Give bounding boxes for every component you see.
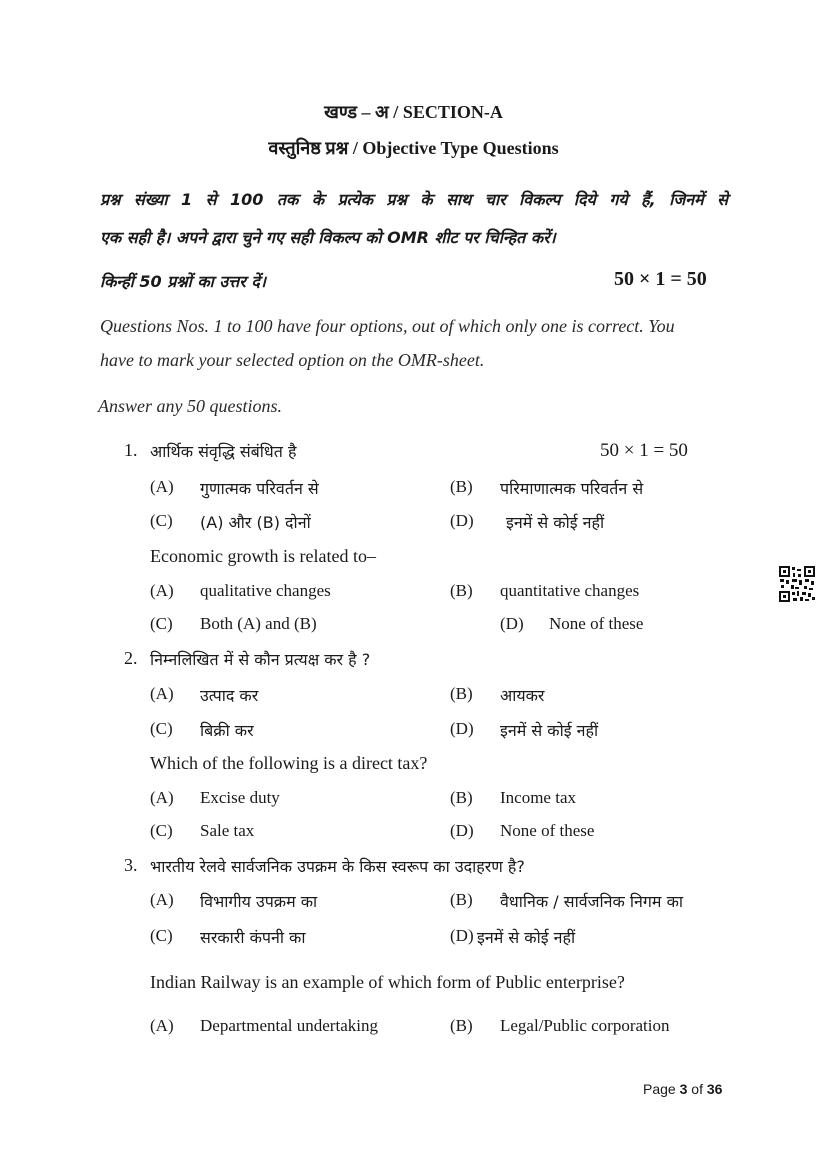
option-label: (D) — [450, 926, 474, 945]
option-label: (B) — [450, 477, 473, 496]
option-label: (A) — [150, 581, 174, 600]
option-label: (A) — [150, 1016, 174, 1035]
question-text-hindi: निम्नलिखित में से कौन प्रत्यक्ष कर है ? — [150, 650, 371, 669]
option-text: Legal/Public corporation — [500, 1016, 670, 1035]
option-label: (A) — [150, 684, 174, 703]
option-text: Both (A) and (B) — [200, 614, 317, 633]
option-label: (C) — [150, 614, 173, 633]
option-text: उत्पाद कर — [200, 686, 259, 705]
instruction-hindi-line3: किन्हीं 50 प्रश्नों का उत्तर दें। — [100, 272, 266, 291]
question-text-hindi: भारतीय रेलवे सार्वजनिक उपक्रम के किस स्वरूप का उदाहरण है? — [150, 857, 525, 876]
question-marks: 50 × 1 = 50 — [600, 440, 688, 461]
option-label: (D) — [500, 614, 524, 633]
instruction-marks: 50 × 1 = 50 — [614, 268, 707, 290]
page-footer — [643, 1081, 722, 1097]
option-text: परिमाणात्मक परिवर्तन से — [500, 479, 644, 498]
option-label: (D) — [450, 719, 474, 738]
option-text: (A) और (B) दोनों — [200, 513, 311, 532]
option-label: (B) — [450, 581, 473, 600]
option-text: quantitative changes — [500, 581, 640, 600]
option-text: इनमें से कोई नहीं — [477, 928, 576, 947]
option-text: इनमें से कोई नहीं — [506, 513, 605, 532]
question-number: 3. — [124, 855, 138, 875]
option-label: (B) — [450, 684, 473, 703]
option-label: (D) — [450, 511, 474, 530]
instruction-english-line2: have to mark your selected option on the OMR-sheet. — [100, 350, 485, 370]
page-prefix: Page — [643, 1081, 680, 1097]
instruction-english-line3: Answer any 50 questions. — [98, 396, 282, 416]
option-label: (D) — [450, 821, 474, 840]
instruction-english-line1: Questions Nos. 1 to 100 have four options, out of which only one is correct. You — [100, 316, 675, 336]
instruction-hindi-line1: प्रश्न संख्या 1 से 100 तक के प्रत्येक प्रश्न के साथ चार विकल्प दिये गये हैं, जिनमें से — [100, 190, 728, 209]
option-text: None of these — [500, 821, 595, 840]
option-text: वैधानिक / सार्वजनिक निगम का — [500, 892, 683, 911]
question-number: 1. — [124, 440, 138, 460]
option-text: बिक्री कर — [200, 721, 254, 740]
option-label: (A) — [150, 477, 174, 496]
option-label: (B) — [450, 788, 473, 807]
option-label: (A) — [150, 890, 174, 909]
option-label: (B) — [450, 890, 473, 909]
section-title: खण्ड – अ / SECTION-A — [324, 102, 503, 122]
option-label: (C) — [150, 511, 173, 530]
option-text: Excise duty — [200, 788, 280, 807]
question-text-hindi: आर्थिक संवृद्धि संबंधित है — [150, 442, 297, 461]
qr-code — [778, 565, 816, 603]
option-text: Departmental undertaking — [200, 1016, 378, 1035]
page-of: of — [687, 1081, 707, 1097]
option-text: इनमें से कोई नहीं — [500, 721, 599, 740]
page-total: 36 — [706, 1081, 723, 1097]
option-text: आयकर — [500, 686, 545, 705]
question-text-english: Economic growth is related to– — [150, 546, 376, 566]
option-text: None of these — [549, 614, 644, 633]
option-label: (A) — [150, 788, 174, 807]
option-text: गुणात्मक परिवर्तन से — [200, 479, 319, 498]
option-label: (C) — [150, 719, 173, 738]
question-text-english: Which of the following is a direct tax? — [150, 753, 428, 773]
question-number: 2. — [124, 648, 138, 668]
option-label: (C) — [150, 926, 173, 945]
option-text: qualitative changes — [200, 581, 331, 600]
question-text-english: Indian Railway is an example of which form of Public enterprise? — [150, 972, 625, 992]
option-text: सरकारी कंपनी का — [200, 928, 306, 947]
option-label: (C) — [150, 821, 173, 840]
section-subtitle: वस्तुनिष्ठ प्रश्न / Objective Type Questions — [268, 138, 559, 158]
page-number: 3 — [679, 1081, 688, 1097]
option-text: विभागीय उपक्रम का — [200, 892, 318, 911]
option-label: (B) — [450, 1016, 473, 1035]
option-text: Income tax — [500, 788, 576, 807]
instruction-hindi-line2: एक सही है। अपने द्वारा चुने गए सही विकल्प को OMR शीट पर चिन्हित करें। — [100, 228, 556, 247]
option-text: Sale tax — [200, 821, 255, 840]
